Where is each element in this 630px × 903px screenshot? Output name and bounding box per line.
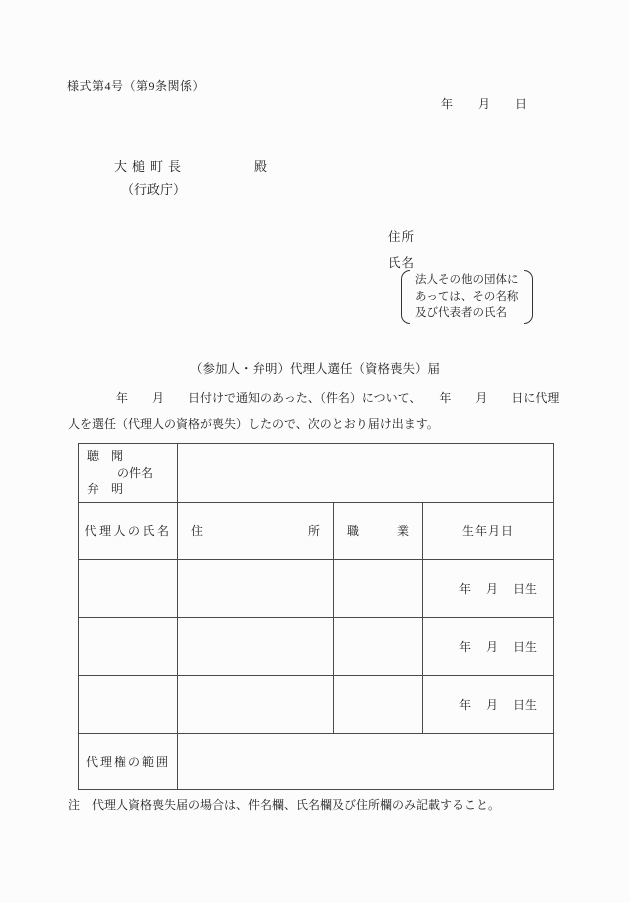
birth-year-label: 年 bbox=[458, 639, 471, 654]
agent-row bbox=[79, 675, 554, 733]
agent-address-cell bbox=[178, 617, 334, 675]
header-address-char: 所 bbox=[307, 524, 320, 538]
birth-day-label: 日生 bbox=[513, 581, 538, 596]
agent-birthdate-cell bbox=[423, 675, 554, 733]
birth-year-label: 年 bbox=[458, 697, 471, 712]
case-name-label-cell bbox=[79, 444, 178, 503]
corporate-note-bracket-right bbox=[524, 270, 533, 324]
birth-month-label: 月 bbox=[485, 697, 498, 712]
agent-occupation-cell bbox=[334, 675, 423, 733]
addressee-honorific: 殿 bbox=[254, 159, 268, 174]
header-agent-name: 代理人の氏名 bbox=[79, 502, 178, 559]
case-name-value-cell bbox=[178, 444, 554, 503]
agent-occupation-cell bbox=[334, 559, 423, 617]
header-occupation-char: 業 bbox=[396, 524, 409, 538]
agent-address-cell bbox=[178, 559, 334, 617]
case-label-explanation: 弁明 bbox=[87, 482, 136, 496]
agent-birthdate-cell bbox=[423, 559, 554, 617]
scope-label: 代理権の範囲 bbox=[79, 733, 178, 789]
scope-row bbox=[79, 733, 554, 789]
agent-name-cell bbox=[79, 617, 178, 675]
corporate-note-line: 法人その他の団体に bbox=[415, 274, 519, 286]
agent-occupation-cell bbox=[334, 617, 423, 675]
corporate-note-text bbox=[410, 270, 524, 324]
corporate-note-line: あっては、その名称 bbox=[415, 290, 519, 303]
issue-date-month-label: 月 bbox=[478, 97, 491, 111]
header-occupation bbox=[334, 502, 423, 559]
issue-date-line bbox=[441, 95, 527, 112]
issue-date-year-label: 年 bbox=[441, 97, 454, 111]
agent-row bbox=[79, 617, 554, 675]
birth-month-label: 月 bbox=[485, 581, 498, 596]
birth-year-label: 年 bbox=[458, 581, 471, 596]
agent-name-cell bbox=[79, 675, 178, 733]
header-address-char: 住 bbox=[191, 524, 204, 538]
issue-date-day-label: 日 bbox=[515, 97, 528, 111]
case-label-subject: の件名 bbox=[117, 465, 154, 480]
corporate-note bbox=[401, 270, 533, 324]
corporate-note-bracket-left bbox=[401, 270, 410, 324]
header-occupation-char: 職 bbox=[347, 524, 360, 538]
agent-row bbox=[79, 559, 554, 617]
form-number-label: 様式第4号（第9条関係） bbox=[67, 79, 206, 93]
scope-value-cell bbox=[178, 733, 554, 789]
agent-header-row bbox=[79, 502, 554, 559]
applicant-name-label: 氏名 bbox=[388, 256, 416, 270]
addressee-agency-note: （行政庁） bbox=[121, 182, 187, 197]
body-paragraph-line1: 年 月 日付けで通知のあった、（件名）について、 年 月 日に代理 bbox=[68, 391, 560, 405]
case-name-row bbox=[79, 444, 554, 503]
birth-day-label: 日生 bbox=[513, 639, 538, 654]
agent-address-cell bbox=[178, 675, 334, 733]
header-birthdate: 生年月日 bbox=[423, 502, 554, 559]
addressee-name: 大槌町長 bbox=[114, 159, 187, 174]
birth-day-label: 日生 bbox=[513, 697, 538, 712]
body-paragraph-line2: 人を選任（代理人の資格が喪失）したので、次のとおり届け出ます。 bbox=[68, 417, 439, 431]
applicant-address-label: 住所 bbox=[388, 230, 416, 244]
birth-month-label: 月 bbox=[485, 639, 498, 654]
notification-table bbox=[78, 443, 554, 790]
case-label-hearing: 聴聞 bbox=[87, 449, 136, 463]
corporate-note-line: 及び代表者の氏名 bbox=[415, 307, 507, 319]
note-text: 注 代理人資格喪失届の場合は、件名欄、氏名欄及び住所欄のみ記載すること。 bbox=[68, 798, 501, 812]
agent-name-cell bbox=[79, 559, 178, 617]
header-address bbox=[178, 502, 334, 559]
document-title: （参加人・弁明）代理人選任（資格喪失）届 bbox=[189, 362, 440, 376]
addressee-line bbox=[114, 156, 267, 175]
agent-birthdate-cell bbox=[423, 617, 554, 675]
